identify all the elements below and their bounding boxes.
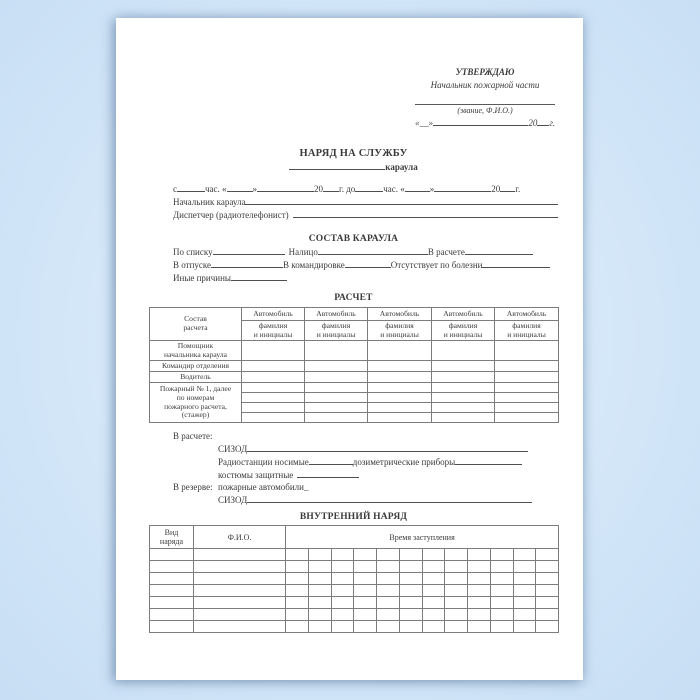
duty-blank-cell: [422, 585, 445, 597]
approve-title: УТВЕРЖДАЮ: [455, 67, 515, 77]
duty-blank-row: [150, 585, 559, 597]
duty-blank-cell: [377, 561, 400, 573]
blank-line: [289, 160, 385, 170]
inner-duty-table: [149, 525, 559, 633]
duty-blank-cell: [490, 573, 513, 585]
duty-blank-cell: [194, 561, 286, 573]
duty-blank-cell: [308, 549, 331, 561]
period-from: с: [173, 184, 177, 194]
crew-row-label: Помощник начальника караула: [150, 341, 242, 361]
duty-blank-cell: [422, 573, 445, 585]
duty-blank-cell: [354, 573, 377, 585]
duty-blank-cell: [286, 561, 309, 573]
present-label: Налицо: [288, 247, 318, 257]
blank-line: [500, 182, 515, 192]
duty-blank-cell: [331, 585, 354, 597]
crew-blank-cell: [432, 341, 495, 361]
dosimeters-label: дозиметрические приборы: [352, 457, 456, 467]
unit-word: караула: [385, 162, 418, 172]
crew-blank-cell: [368, 341, 432, 361]
duty-blank-cell: [536, 609, 559, 621]
crew-blank-cell: [432, 393, 495, 403]
fire-trucks-label: пожарные автомобили_: [218, 482, 309, 492]
crew-blank-cell: [305, 413, 368, 423]
duty-blank-cell: [150, 621, 194, 633]
squad-line-3: [173, 271, 558, 284]
crew-blank-cell: [368, 403, 432, 413]
duty-blank-cell: [150, 609, 194, 621]
vehicle-column-header: Автомобиль: [432, 308, 495, 321]
crew-blank-cell: [495, 341, 559, 361]
blank-line: [297, 468, 359, 478]
crew-blank-cell: [242, 413, 305, 423]
crew-blank-cell: [495, 393, 559, 403]
duty-blank-cell: [513, 609, 536, 621]
blank-line: [177, 182, 205, 192]
duty-blank-cell: [490, 621, 513, 633]
crew-row: [150, 361, 559, 372]
blank-line: [465, 245, 533, 255]
duty-blank-cell: [468, 597, 491, 609]
sizod-label: СИЗОД: [218, 444, 248, 454]
duty-blank-cell: [308, 621, 331, 633]
blank-line: [257, 182, 314, 192]
blank-line: [455, 455, 522, 465]
duty-blank-cell: [377, 549, 400, 561]
duty-blank-cell: [468, 609, 491, 621]
period-quote: »: [252, 184, 258, 194]
squad-line-2: [173, 258, 550, 271]
duty-blank-cell: [422, 609, 445, 621]
name-column-header: фамилия и инициалы: [368, 321, 432, 341]
duty-blank-cell: [331, 621, 354, 633]
period-hours: час. «: [205, 184, 227, 194]
crew-row: [150, 341, 559, 361]
chief-line: [173, 195, 558, 208]
crew-blank-cell: [305, 372, 368, 383]
suits-label: костюмы защитные: [218, 470, 294, 480]
crew-blank-cell: [495, 372, 559, 383]
duty-blank-cell: [194, 585, 286, 597]
blank-line: [345, 258, 391, 268]
crew-blank-cell: [495, 361, 559, 372]
duty-blank-cell: [150, 573, 194, 585]
duty-blank-cell: [422, 621, 445, 633]
duty-blank-cell: [445, 597, 468, 609]
crew-blank-cell: [432, 383, 495, 393]
date-close: г.: [549, 118, 555, 128]
dispatcher-line: [173, 208, 558, 221]
crew-blank-cell: [432, 372, 495, 383]
duty-blank-cell: [399, 585, 422, 597]
squad-heading: СОСТАВ КАРАУЛА: [308, 234, 399, 244]
duty-blank-cell: [286, 609, 309, 621]
duty-blank-cell: [468, 585, 491, 597]
duty-blank-cell: [286, 597, 309, 609]
blank-line: [434, 182, 491, 192]
by-list-label: По списку: [173, 247, 213, 257]
duty-blank-cell: [286, 549, 309, 561]
duty-blank-cell: [536, 573, 559, 585]
duty-blank-cell: [490, 597, 513, 609]
crew-row-label: Пожарный № 1, далее по номерам пожарного расчета, (стажер): [150, 383, 242, 423]
duty-blank-cell: [468, 621, 491, 633]
duty-blank-cell: [536, 549, 559, 561]
approve-position: Начальник пожарной части: [430, 80, 540, 90]
period-hours: час. «: [383, 184, 405, 194]
duty-blank-cell: [513, 573, 536, 585]
blank-line: [245, 195, 558, 205]
crew-blank-cell: [368, 413, 432, 423]
vehicle-column-header: Автомобиль: [305, 308, 368, 321]
inner-duty-heading: ВНУТРЕННИЙ НАРЯД: [299, 512, 408, 522]
period-year: г.: [515, 184, 521, 194]
blank-line: [231, 271, 287, 281]
reserve-line: [173, 481, 558, 493]
inner-header-row: [150, 526, 559, 549]
duty-blank-cell: [354, 621, 377, 633]
duty-blank-cell: [377, 609, 400, 621]
duty-blank-cell: [286, 621, 309, 633]
blank-line: [318, 245, 428, 255]
crew-corner-header: Состав расчета: [150, 308, 242, 341]
duty-blank-cell: [536, 621, 559, 633]
squad-line-1: [173, 245, 550, 258]
duty-blank-cell: [490, 585, 513, 597]
blank-line: [482, 258, 550, 268]
crew-blank-cell: [432, 403, 495, 413]
duty-blank-row: [150, 609, 559, 621]
period-to: г. до: [339, 184, 356, 194]
crew-blank-cell: [368, 383, 432, 393]
signature-line: [415, 103, 555, 105]
radios-label: Радиостанции носимые: [218, 457, 309, 467]
crew-blank-cell: [368, 372, 432, 383]
duty-blank-cell: [399, 609, 422, 621]
duty-blank-cell: [331, 597, 354, 609]
blank-line: [247, 442, 528, 452]
duty-blank-cell: [331, 549, 354, 561]
duty-blank-cell: [445, 621, 468, 633]
crew-blank-cell: [495, 383, 559, 393]
duty-blank-cell: [513, 585, 536, 597]
crew-blank-cell: [495, 403, 559, 413]
duty-blank-cell: [422, 561, 445, 573]
duty-blank-cell: [377, 597, 400, 609]
duty-blank-row: [150, 573, 559, 585]
period-quote: »: [429, 184, 435, 194]
duty-blank-cell: [445, 609, 468, 621]
crew-blank-cell: [242, 361, 305, 372]
crew-blank-cell: [368, 393, 432, 403]
duty-blank-cell: [468, 561, 491, 573]
sizod-line: [218, 442, 528, 455]
in-crew-label: В расчете: [427, 247, 465, 257]
period-century: 20: [314, 184, 324, 194]
duty-blank-cell: [536, 597, 559, 609]
suits-line: [218, 468, 558, 481]
approve-date-line: [415, 116, 555, 130]
duty-blank-cell: [377, 621, 400, 633]
crew-row: [150, 372, 559, 383]
date-open: «__»: [415, 118, 433, 128]
blank-line: [355, 182, 383, 192]
duty-blank-cell: [490, 561, 513, 573]
duty-blank-cell: [150, 549, 194, 561]
blank-line: [247, 493, 532, 503]
duty-blank-cell: [399, 549, 422, 561]
duty-blank-cell: [536, 585, 559, 597]
blank-line: [227, 182, 253, 192]
crew-blank-cell: [368, 361, 432, 372]
duty-blank-cell: [331, 561, 354, 573]
crew-blank-cell: [242, 403, 305, 413]
duty-blank-cell: [513, 597, 536, 609]
duty-blank-cell: [354, 609, 377, 621]
blank-line: [323, 182, 339, 192]
duty-blank-cell: [194, 621, 286, 633]
crew-blank-cell: [242, 383, 305, 393]
sizod-reserve-label: СИЗОД: [218, 495, 248, 505]
duty-blank-cell: [399, 621, 422, 633]
duty-blank-cell: [354, 585, 377, 597]
duty-blank-cell: [286, 585, 309, 597]
approve-block: [415, 66, 555, 130]
crew-row-label: Водитель: [150, 372, 242, 383]
blank-line: [309, 455, 353, 465]
duty-blank-cell: [399, 561, 422, 573]
dispatcher-label: Диспетчер (радиотелефонист): [173, 210, 289, 220]
period-century: 20: [491, 184, 501, 194]
duty-blank-cell: [445, 549, 468, 561]
date-century: 20: [528, 118, 538, 128]
duty-blank-cell: [308, 597, 331, 609]
duty-blank-cell: [422, 549, 445, 561]
duty-type-header: Вид наряда: [150, 526, 194, 549]
name-column-header: фамилия и инициалы: [432, 321, 495, 341]
name-column-header: фамилия и инициалы: [495, 321, 559, 341]
blank-line: [405, 182, 430, 192]
sizod-reserve-line: [218, 493, 532, 506]
crew-row: [150, 383, 559, 393]
duty-blank-cell: [422, 597, 445, 609]
crew-row-label: Командир отделения: [150, 361, 242, 372]
in-crew-label: В расчете:: [173, 431, 213, 441]
duty-blank-cell: [150, 597, 194, 609]
document-page: [116, 18, 583, 680]
duty-blank-row: [150, 597, 559, 609]
blank-line: [293, 208, 558, 218]
duty-time-header: Время заступления: [286, 526, 559, 549]
crew-blank-cell: [432, 413, 495, 423]
duty-blank-cell: [354, 561, 377, 573]
radios-line: [218, 455, 522, 468]
duty-blank-cell: [194, 573, 286, 585]
name-column-header: фамилия и инициалы: [242, 321, 305, 341]
crew-blank-cell: [305, 403, 368, 413]
duty-blank-cell: [445, 561, 468, 573]
blank-line: [537, 116, 549, 126]
duty-blank-cell: [536, 561, 559, 573]
duty-blank-cell: [194, 609, 286, 621]
duty-blank-cell: [308, 585, 331, 597]
duty-blank-cell: [286, 573, 309, 585]
blank-line: [211, 258, 283, 268]
document-title: НАРЯД НА СЛУЖБУ: [299, 148, 408, 159]
crew-blank-cell: [305, 393, 368, 403]
duty-blank-cell: [194, 597, 286, 609]
duty-blank-row: [150, 561, 559, 573]
duty-blank-cell: [150, 561, 194, 573]
duty-blank-cell: [150, 585, 194, 597]
duty-blank-cell: [308, 609, 331, 621]
crew-blank-cell: [305, 383, 368, 393]
duty-blank-cell: [490, 549, 513, 561]
name-column-header: фамилия и инициалы: [305, 321, 368, 341]
duty-blank-cell: [308, 561, 331, 573]
duty-blank-cell: [513, 549, 536, 561]
duty-blank-cell: [399, 597, 422, 609]
crew-table: [149, 307, 559, 423]
duty-blank-cell: [468, 573, 491, 585]
vehicle-column-header: Автомобиль: [242, 308, 305, 321]
crew-blank-cell: [305, 341, 368, 361]
crew-heading: РАСЧЕТ: [334, 293, 373, 303]
blank-line: [213, 245, 285, 255]
duty-blank-row: [150, 549, 559, 561]
duty-blank-row: [150, 621, 559, 633]
duty-name-header: Ф.И.О.: [194, 526, 286, 549]
duty-blank-cell: [513, 561, 536, 573]
vehicle-column-header: Автомобиль: [495, 308, 559, 321]
on-leave-label: В отпуске: [173, 260, 212, 270]
duty-blank-cell: [194, 549, 286, 561]
duty-blank-cell: [331, 573, 354, 585]
crew-header-row: [150, 308, 559, 321]
blank-line: [433, 116, 528, 126]
document-subtitle: [149, 160, 558, 173]
duty-blank-cell: [399, 573, 422, 585]
crew-blank-cell: [432, 361, 495, 372]
equipment-section: [173, 430, 558, 506]
vehicle-column-header: Автомобиль: [368, 308, 432, 321]
duty-blank-cell: [445, 585, 468, 597]
chief-label: Начальник караула: [173, 197, 246, 207]
duty-blank-cell: [490, 609, 513, 621]
other-reasons-label: Иные причины: [173, 273, 231, 283]
crew-blank-cell: [242, 372, 305, 383]
crew-blank-cell: [495, 413, 559, 423]
duty-blank-cell: [513, 621, 536, 633]
signature-hint: (звание, Ф.И.О.): [457, 106, 513, 115]
period-line: [173, 182, 540, 195]
duty-blank-cell: [377, 585, 400, 597]
duty-blank-cell: [308, 573, 331, 585]
duty-blank-cell: [468, 549, 491, 561]
duty-blank-cell: [354, 549, 377, 561]
duty-blank-cell: [377, 573, 400, 585]
crew-blank-cell: [305, 361, 368, 372]
crew-blank-cell: [242, 393, 305, 403]
crew-blank-cell: [242, 341, 305, 361]
duty-blank-cell: [445, 573, 468, 585]
duty-blank-cell: [354, 597, 377, 609]
reserve-label: В резерве:: [173, 482, 213, 492]
absent-sick-label: Отсутствует по болезни: [390, 260, 483, 270]
duty-blank-cell: [331, 609, 354, 621]
on-mission-label: В командировке: [283, 260, 345, 270]
